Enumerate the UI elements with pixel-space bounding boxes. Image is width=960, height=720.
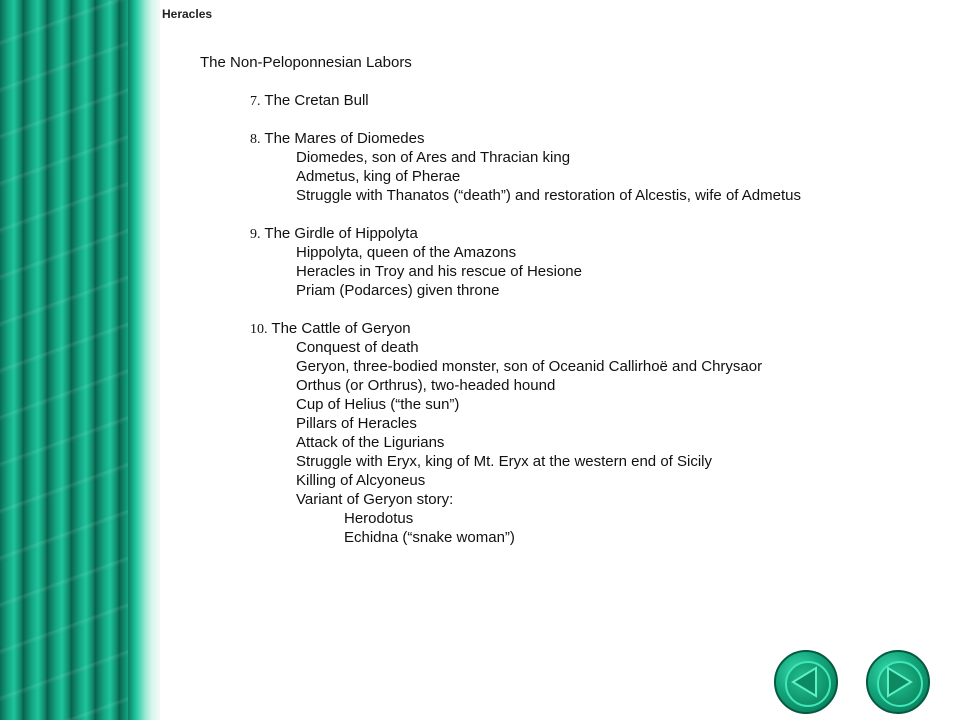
list-item: Killing of Alcyoneus (296, 472, 426, 489)
list-item: Cup of Helius (“the sun”) (296, 396, 460, 413)
list-item: Variant of Geryon story: (296, 491, 454, 508)
list-item: Orthus (or Orthrus), two-headed hound (296, 377, 556, 394)
triangle-right-icon (868, 652, 928, 712)
labor-7-title (200, 91, 801, 110)
slide-heading: The Non-Peloponnesian Labors (200, 54, 412, 71)
labor-title: The Cattle of Geryon (271, 320, 411, 337)
sidebar-texture (0, 0, 130, 720)
list-item: Admetus, king of Pherae (296, 168, 461, 185)
list-item: Priam (Podarces) given throne (296, 282, 500, 299)
labor-8-title (200, 129, 801, 148)
list-item: Heracles in Troy and his rescue of Hesione (296, 263, 582, 280)
slide-content (200, 53, 801, 547)
labor-number: 8. (250, 132, 261, 147)
list-item: Conquest of death (296, 339, 419, 356)
next-slide-button[interactable] (866, 650, 930, 714)
list-item: Attack of the Ligurians (296, 434, 445, 451)
labor-title: The Mares of Diomedes (264, 130, 425, 147)
list-item: Geryon, three-bodied monster, son of Oceanid Callirhoë and Chrysaor (296, 358, 763, 375)
labor-10-title (200, 319, 801, 338)
sidebar-gradient-edge (128, 0, 160, 720)
labor-number: 10. (250, 322, 268, 337)
sub-list-item: Herodotus (344, 510, 414, 527)
list-item: Hippolyta, queen of the Amazons (296, 244, 517, 261)
labor-number: 7. (250, 94, 261, 109)
previous-slide-button[interactable] (774, 650, 838, 714)
list-item: Pillars of Heracles (296, 415, 417, 432)
decorative-sidebar (0, 0, 160, 720)
labor-number: 9. (250, 227, 261, 242)
list-item: Struggle with Eryx, king of Mt. Eryx at the western end of Sicily (296, 453, 713, 470)
labor-9-title (200, 224, 801, 243)
triangle-left-icon (776, 652, 836, 712)
slide-header: Heracles (162, 7, 213, 21)
labor-title: The Cretan Bull (264, 92, 369, 109)
labor-title: The Girdle of Hippolyta (264, 225, 418, 242)
sub-list-item: Echidna (“snake woman”) (344, 529, 515, 546)
list-item: Struggle with Thanatos (“death”) and restoration of Alcestis, wife of Admetus (296, 187, 801, 204)
list-item: Diomedes, son of Ares and Thracian king (296, 149, 571, 166)
